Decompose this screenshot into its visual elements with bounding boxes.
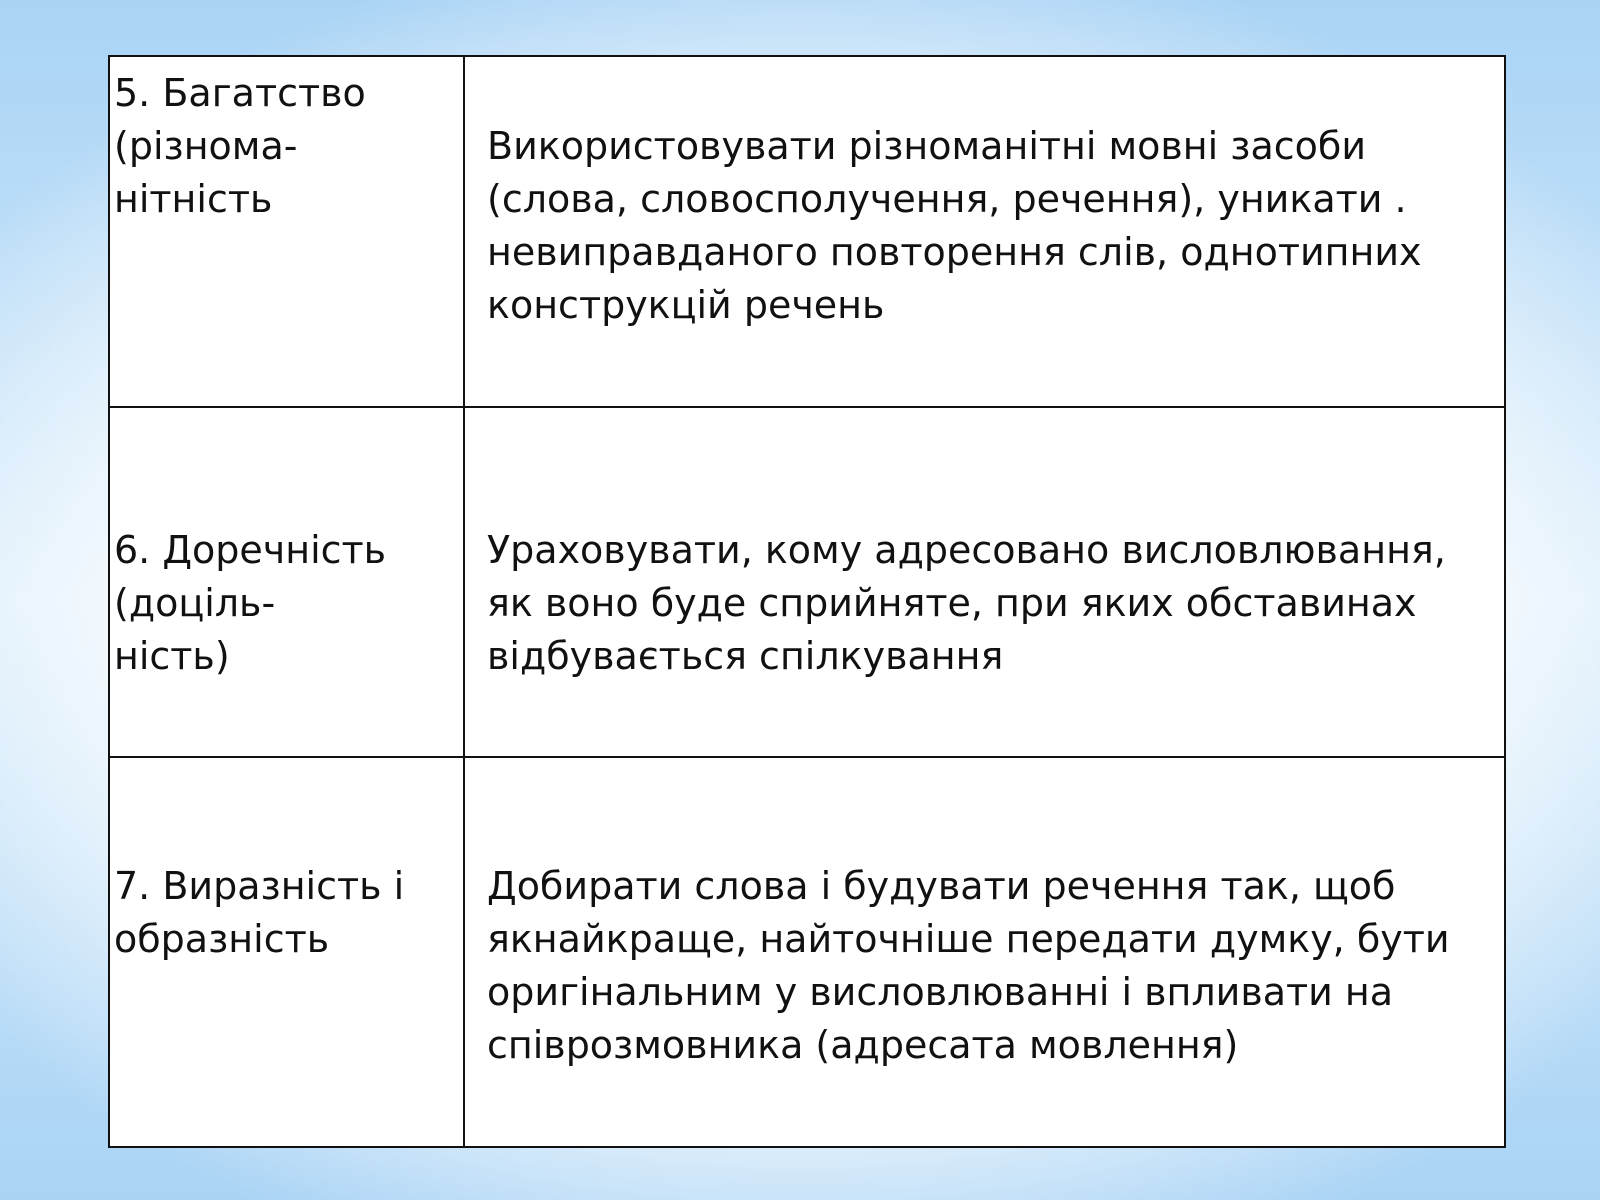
- criteria-table: [108, 55, 1506, 1148]
- criterion-label: 6. Доречність (доціль- ність): [114, 528, 387, 678]
- rule-text: Добирати слова і будувати речення так, щоб якнайкраще, найточніше передати думку, бути оригінальним у висловлюванні і впливати на співрозмовника (адресата мовлення): [487, 864, 1450, 1067]
- table-cell-rule: [465, 57, 1504, 408]
- table-cell-criterion: [110, 57, 465, 408]
- table-cell-rule: [465, 408, 1504, 758]
- criterion-label: 7. Виразність і образність: [114, 864, 405, 961]
- rule-text: Використовувати різноманітні мовні засоби (слова, словосполучення, речення), уникати . невиправданого повторення слів, однотипних конструкцій речень: [487, 124, 1422, 327]
- criterion-label: 5. Багатство (різнома- нітність: [114, 71, 366, 221]
- table-cell-criterion: [110, 758, 465, 1146]
- table-cell-rule: [465, 758, 1504, 1146]
- rule-text: Ураховувати, кому адресовано висловлювання, як воно буде сприйняте, при яких обставинах відбувається спілкування: [487, 528, 1446, 678]
- table-cell-criterion: [110, 408, 465, 758]
